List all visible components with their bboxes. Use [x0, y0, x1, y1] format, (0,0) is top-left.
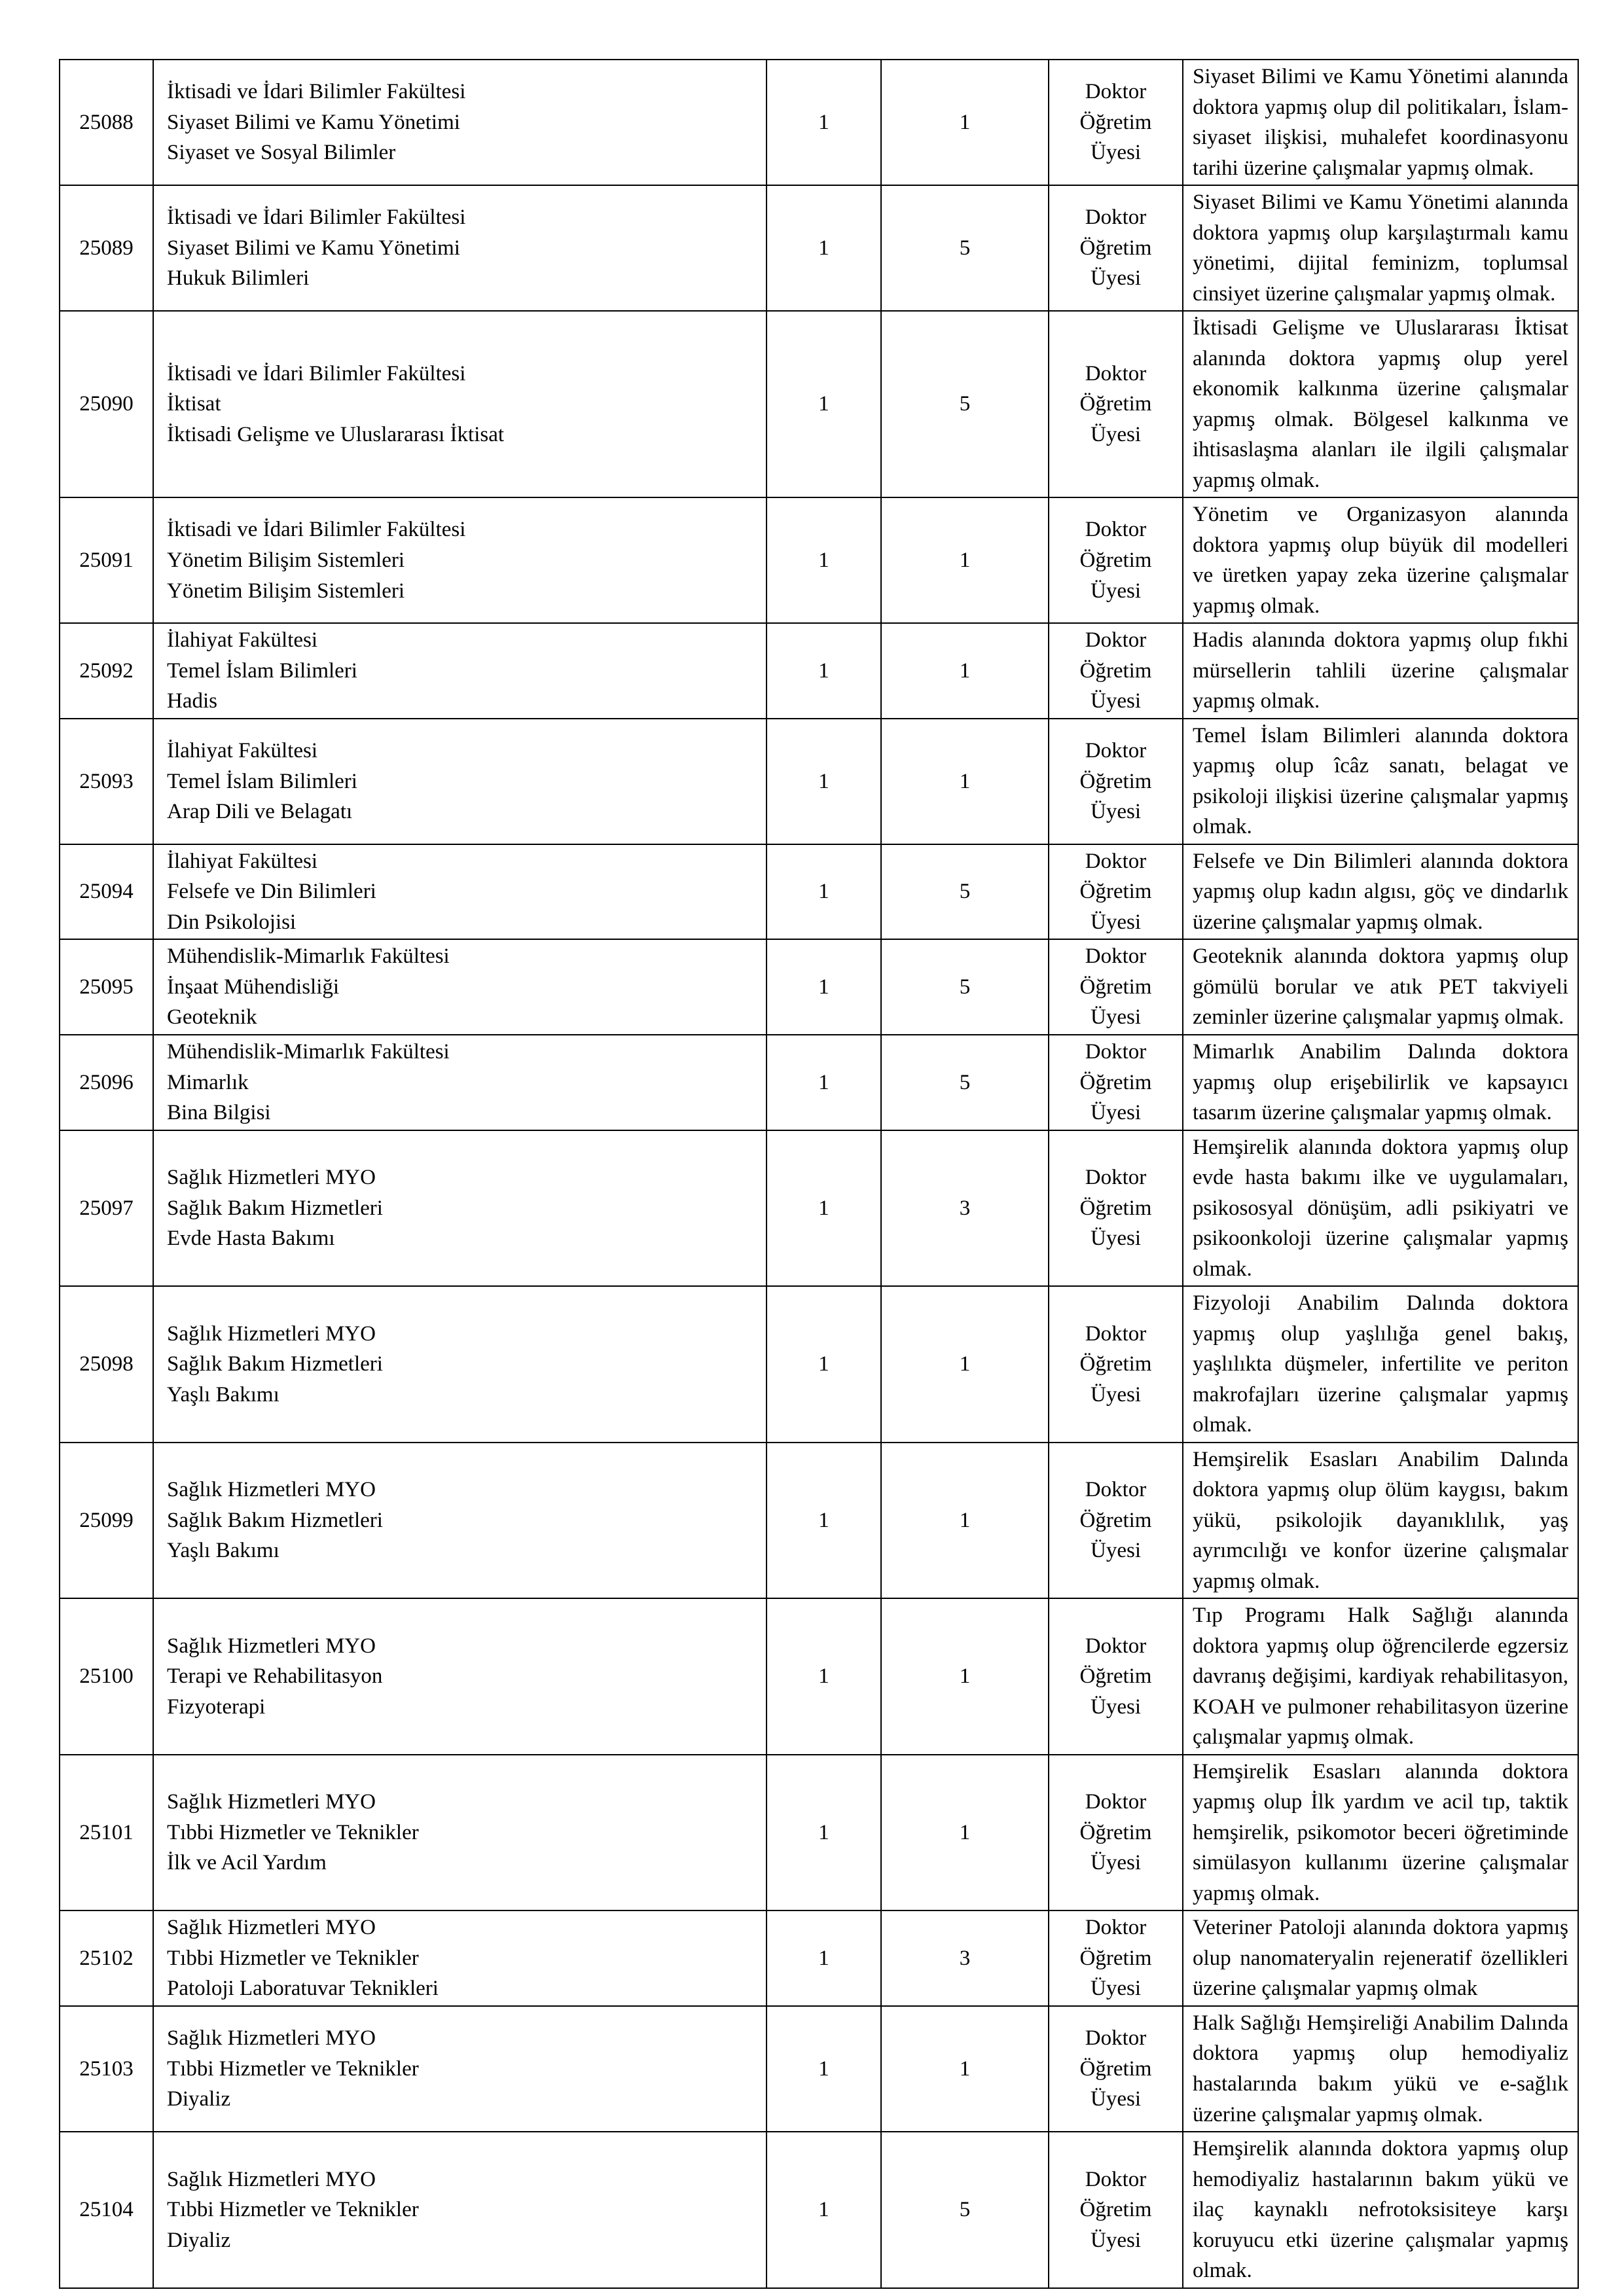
position-id: 25090 [60, 311, 153, 497]
faculty-name: Mühendislik-Mimarlık Fakültesi [167, 944, 450, 969]
title-line: Üyesi [1091, 1695, 1141, 1719]
requirement-text: Halk Sağlığı Hemşireliği Anabilim Dalında doktora yapmış olup hemodiyaliz hastalarında bakım yükü ve e-sağlık üzerine çalışmalar yapmış olmak. [1183, 2006, 1578, 2132]
field-name: Fizyoterapi [167, 1695, 266, 1719]
title-line: Doktor [1085, 80, 1147, 104]
title-line: Üyesi [1091, 910, 1141, 934]
department-name: Siyaset Bilimi ve Kamu Yönetimi [167, 236, 460, 260]
position-id: 25102 [60, 1910, 153, 2006]
title-line: Öğretim [1079, 548, 1152, 572]
department-name: Tıbbi Hizmetler ve Teknikler [167, 1820, 419, 1844]
department-name: Tıbbi Hizmetler ve Teknikler [167, 2198, 419, 2222]
department-name: Sağlık Bakım Hizmetleri [167, 1508, 383, 1532]
table-row [60, 1443, 1578, 1599]
title-line: Öğretim [1079, 1820, 1152, 1844]
faculty-name: İktisadi ve İdari Bilimler Fakültesi [167, 361, 466, 386]
position-id: 25103 [60, 2006, 153, 2132]
faculty-name: Sağlık Hizmetleri MYO [167, 1634, 376, 1658]
title-line: Doktor [1085, 1478, 1147, 1502]
count-1: 1 [767, 1910, 881, 2006]
faculty-name: Sağlık Hizmetleri MYO [167, 2167, 376, 2191]
title-line: Öğretim [1079, 1946, 1152, 1970]
position-id: 25091 [60, 497, 153, 623]
field-name: Hukuk Bilimleri [167, 266, 310, 291]
title-line: Doktor [1085, 1039, 1147, 1064]
field-name: Yönetim Bilişim Sistemleri [167, 579, 405, 603]
faculty-name: İlahiyat Fakültesi [167, 849, 318, 873]
department-name: Felsefe ve Din Bilimleri [167, 880, 376, 904]
academic-title [1049, 1130, 1183, 1287]
count-2: 5 [881, 844, 1049, 940]
academic-title [1049, 1035, 1183, 1130]
requirement-text: Hemşirelik alanında doktora yapmış olup evde hasta bakımı ilke ve uygulamaları, psikososyal dönüşüm, adli psikiyatri ve psikoonkoloji üzerine çalışmalar yapmış olmak. [1183, 1130, 1578, 1287]
field-name: İktisadi Gelişme ve Uluslararası İktisat [167, 422, 505, 446]
title-line: Üyesi [1091, 1101, 1141, 1125]
department-name: Sağlık Bakım Hizmetleri [167, 1352, 383, 1376]
requirement-text: Mimarlık Anabilim Dalında doktora yapmış olup erişebilirlik ve kapsayıcı tasarım üzerine çalışmalar yapmış olmak. [1183, 1035, 1578, 1130]
title-line: Üyesi [1091, 579, 1141, 603]
requirement-text: Siyaset Bilimi ve Kamu Yönetimi alanında doktora yapmış olup dil politikaları, İslam-siyaset ilişkisi, muhalefet koordinasyonu tarihi üzerine çalışmalar yapmış olmak. [1183, 60, 1578, 185]
field-name: Geoteknik [167, 1005, 257, 1030]
title-line: Üyesi [1091, 2087, 1141, 2111]
title-line: Üyesi [1091, 1539, 1141, 1563]
title-line: Öğretim [1079, 769, 1152, 793]
count-2: 1 [881, 1443, 1049, 1599]
field-name: Diyaliz [167, 2087, 231, 2111]
table-row [60, 185, 1578, 311]
academic-unit [153, 497, 767, 623]
field-name: Bina Bilgisi [167, 1101, 271, 1125]
title-line: Öğretim [1079, 1664, 1152, 1689]
count-2: 5 [881, 1035, 1049, 1130]
position-id: 25088 [60, 60, 153, 185]
title-line: Doktor [1085, 361, 1147, 386]
table-row [60, 719, 1578, 844]
count-1: 1 [767, 939, 881, 1035]
requirement-text: Temel İslam Bilimleri alanında doktora yapmış olup îcâz sanatı, belagat ve psikoloji ilişkisi üzerine çalışmalar yapmış olmak. [1183, 719, 1578, 844]
department-name: Yönetim Bilişim Sistemleri [167, 548, 405, 572]
positions-table [59, 59, 1579, 2289]
field-name: Diyaliz [167, 2228, 231, 2252]
table-row [60, 1035, 1578, 1130]
position-id: 25099 [60, 1443, 153, 1599]
field-name: Patoloji Laboratuvar Teknikleri [167, 1977, 439, 2001]
faculty-name: İktisadi ve İdari Bilimler Fakültesi [167, 80, 466, 104]
faculty-name: Sağlık Hizmetleri MYO [167, 1916, 376, 1940]
count-2: 3 [881, 1130, 1049, 1287]
requirement-text: Yönetim ve Organizasyon alanında doktora yapmış olup büyük dil modelleri ve üretken yapay zeka üzerine çalışmalar yapmış olmak. [1183, 497, 1578, 623]
table-row [60, 311, 1578, 497]
count-2: 1 [881, 1598, 1049, 1755]
department-name: Tıbbi Hizmetler ve Teknikler [167, 1946, 419, 1970]
position-id: 25095 [60, 939, 153, 1035]
title-line: Doktor [1085, 849, 1147, 873]
position-id: 25100 [60, 1598, 153, 1755]
table-row [60, 1910, 1578, 2006]
academic-title [1049, 719, 1183, 844]
department-name: Sağlık Bakım Hizmetleri [167, 1196, 383, 1220]
title-line: Öğretim [1079, 880, 1152, 904]
academic-unit [153, 2006, 767, 2132]
requirement-text: Veteriner Patoloji alanında doktora yapmış olup nanomateryalin rejeneratif özellikleri üzerine çalışmalar yapmış olmak [1183, 1910, 1578, 2006]
title-line: Üyesi [1091, 1382, 1141, 1407]
academic-title [1049, 939, 1183, 1035]
count-1: 1 [767, 1035, 881, 1130]
count-1: 1 [767, 1755, 881, 1911]
title-line: Doktor [1085, 2167, 1147, 2191]
table-row [60, 60, 1578, 185]
faculty-name: Sağlık Hizmetleri MYO [167, 1478, 376, 1502]
academic-unit [153, 1035, 767, 1130]
count-2: 1 [881, 60, 1049, 185]
count-2: 5 [881, 939, 1049, 1035]
title-line: Öğretim [1079, 2056, 1152, 2081]
faculty-name: Sağlık Hizmetleri MYO [167, 1166, 376, 1190]
academic-title [1049, 185, 1183, 311]
count-2: 1 [881, 497, 1049, 623]
count-2: 5 [881, 185, 1049, 311]
department-name: Terapi ve Rehabilitasyon [167, 1664, 383, 1689]
count-1: 1 [767, 1598, 881, 1755]
faculty-name: İktisadi ve İdari Bilimler Fakültesi [167, 518, 466, 542]
faculty-name: İlahiyat Fakültesi [167, 628, 318, 653]
requirement-text: Hadis alanında doktora yapmış olup fıkhi mürsellerin tahlili üzerine çalışmalar yapmış olmak. [1183, 623, 1578, 719]
title-line: Öğretim [1079, 1070, 1152, 1094]
academic-title [1049, 1910, 1183, 2006]
requirement-text: Hemşirelik Esasları Anabilim Dalında doktora yapmış olup ölüm kaygısı, bakım yükü, psikolojik dayanıklılık, yaş ayrımcılığı ve konfor üzerine çalışmalar yapmış olmak. [1183, 1443, 1578, 1599]
academic-unit [153, 1910, 767, 2006]
title-line: Öğretim [1079, 1196, 1152, 1220]
position-id: 25089 [60, 185, 153, 311]
academic-unit [153, 1755, 767, 1911]
field-name: Din Psikolojisi [167, 910, 297, 934]
count-1: 1 [767, 844, 881, 940]
count-2: 5 [881, 311, 1049, 497]
field-name: Yaşlı Bakımı [167, 1539, 280, 1563]
department-name: Temel İslam Bilimleri [167, 769, 357, 793]
requirement-text: İktisadi Gelişme ve Uluslararası İktisat alanında doktora yapmış olup yerel ekonomik kalkınma üzerine çalışmalar yapmış olmak. Bölgesel kalkınma ve ihtisaslaşma alanları ile ilgili çalışmalar yapmış olmak. [1183, 311, 1578, 497]
title-line: Öğretim [1079, 1508, 1152, 1532]
position-id: 25101 [60, 1755, 153, 1911]
table-row [60, 1598, 1578, 1755]
requirement-text: Tıp Programı Halk Sağlığı alanında doktora yapmış olup öğrencilerde egzersiz davranış değişimi, kardiyak rehabilitasyon, KOAH ve pulmoner rehabilitasyon üzerine çalışmalar yapmış olmak. [1183, 1598, 1578, 1755]
faculty-name: Mühendislik-Mimarlık Fakültesi [167, 1039, 450, 1064]
field-name: Evde Hasta Bakımı [167, 1227, 335, 1251]
faculty-name: İktisadi ve İdari Bilimler Fakültesi [167, 206, 466, 230]
title-line: Doktor [1085, 944, 1147, 969]
title-line: Doktor [1085, 1790, 1147, 1814]
requirement-text: Felsefe ve Din Bilimleri alanında doktora yapmış olup kadın algısı, göç ve dindarlık üzerine çalışmalar yapmış olmak. [1183, 844, 1578, 940]
academic-unit [153, 2132, 767, 2288]
academic-unit [153, 1286, 767, 1443]
requirement-text: Geoteknik alanında doktora yapmış olup gömülü borular ve atık PET takviyeli zeminler üzerine çalışmalar yapmış olmak. [1183, 939, 1578, 1035]
department-name: İktisat [167, 392, 221, 416]
count-2: 1 [881, 623, 1049, 719]
academic-title [1049, 623, 1183, 719]
title-line: Üyesi [1091, 1005, 1141, 1030]
count-1: 1 [767, 2006, 881, 2132]
positions-table-body [60, 60, 1578, 2288]
title-line: Öğretim [1079, 658, 1152, 683]
title-line: Doktor [1085, 206, 1147, 230]
title-line: Doktor [1085, 739, 1147, 763]
count-2: 5 [881, 2132, 1049, 2288]
count-2: 1 [881, 1755, 1049, 1911]
count-1: 1 [767, 623, 881, 719]
title-line: Üyesi [1091, 2228, 1141, 2252]
table-row [60, 2006, 1578, 2132]
academic-title [1049, 2006, 1183, 2132]
requirement-text: Hemşirelik alanında doktora yapmış olup hemodiyaliz hastalarının bakım yükü ve ilaç kaynaklı nefrotoksisiteye karşı koruyucu etki üzerine çalışmalar yapmış olmak. [1183, 2132, 1578, 2288]
count-1: 1 [767, 497, 881, 623]
title-line: Doktor [1085, 628, 1147, 653]
table-row [60, 497, 1578, 623]
count-2: 1 [881, 2006, 1049, 2132]
title-line: Üyesi [1091, 1227, 1141, 1251]
title-line: Öğretim [1079, 2198, 1152, 2222]
title-line: Öğretim [1079, 110, 1152, 134]
academic-title [1049, 1598, 1183, 1755]
faculty-name: İlahiyat Fakültesi [167, 739, 318, 763]
academic-unit [153, 939, 767, 1035]
academic-unit [153, 1130, 767, 1287]
count-1: 1 [767, 719, 881, 844]
count-2: 1 [881, 1286, 1049, 1443]
department-name: Temel İslam Bilimleri [167, 658, 357, 683]
count-1: 1 [767, 1286, 881, 1443]
table-row [60, 1130, 1578, 1287]
title-line: Doktor [1085, 1916, 1147, 1940]
title-line: Öğretim [1079, 392, 1152, 416]
academic-title [1049, 844, 1183, 940]
position-id: 25098 [60, 1286, 153, 1443]
table-row [60, 939, 1578, 1035]
field-name: İlk ve Acil Yardım [167, 1851, 327, 1875]
faculty-name: Sağlık Hizmetleri MYO [167, 1790, 376, 1814]
field-name: Yaşlı Bakımı [167, 1382, 280, 1407]
position-id: 25093 [60, 719, 153, 844]
department-name: Mimarlık [167, 1070, 249, 1094]
field-name: Hadis [167, 689, 217, 713]
count-1: 1 [767, 60, 881, 185]
table-row [60, 2132, 1578, 2288]
title-line: Doktor [1085, 518, 1147, 542]
count-2: 3 [881, 1910, 1049, 2006]
title-line: Üyesi [1091, 689, 1141, 713]
academic-unit [153, 185, 767, 311]
academic-unit [153, 311, 767, 497]
count-1: 1 [767, 185, 881, 311]
position-id: 25092 [60, 623, 153, 719]
requirement-text: Siyaset Bilimi ve Kamu Yönetimi alanında doktora yapmış olup karşılaştırmalı kamu yönetimi, dijital feminizm, toplumsal cinsiyet üzerine çalışmalar yapmış olmak. [1183, 185, 1578, 311]
academic-title [1049, 60, 1183, 185]
title-line: Üyesi [1091, 141, 1141, 165]
requirement-text: Fizyoloji Anabilim Dalında doktora yapmış olup yaşlılığa genel bakış, yaşlılıkta düşmeler, infertilite ve periton makrofajları üzerine çalışmalar yapmış olmak. [1183, 1286, 1578, 1443]
academic-unit [153, 844, 767, 940]
field-name: Arap Dili ve Belagatı [167, 800, 353, 824]
position-id: 25096 [60, 1035, 153, 1130]
academic-unit [153, 1443, 767, 1599]
position-id: 25097 [60, 1130, 153, 1287]
academic-title [1049, 1443, 1183, 1599]
faculty-name: Sağlık Hizmetleri MYO [167, 2026, 376, 2051]
title-line: Üyesi [1091, 800, 1141, 824]
academic-unit [153, 623, 767, 719]
title-line: Öğretim [1079, 975, 1152, 999]
title-line: Öğretim [1079, 236, 1152, 260]
title-line: Üyesi [1091, 1977, 1141, 2001]
academic-title [1049, 497, 1183, 623]
academic-title [1049, 1286, 1183, 1443]
title-line: Üyesi [1091, 1851, 1141, 1875]
department-name: İnşaat Mühendisliği [167, 975, 340, 999]
table-row [60, 844, 1578, 940]
title-line: Üyesi [1091, 422, 1141, 446]
academic-title [1049, 2132, 1183, 2288]
count-1: 1 [767, 1443, 881, 1599]
title-line: Doktor [1085, 1321, 1147, 1346]
count-1: 1 [767, 1130, 881, 1287]
title-line: Doktor [1085, 1634, 1147, 1658]
table-row [60, 623, 1578, 719]
table-row [60, 1286, 1578, 1443]
position-id: 25094 [60, 844, 153, 940]
title-line: Üyesi [1091, 266, 1141, 291]
academic-title [1049, 1755, 1183, 1911]
title-line: Doktor [1085, 2026, 1147, 2051]
requirement-text: Hemşirelik Esasları alanında doktora yapmış olup İlk yardım ve acil tıp, taktik hemşirelik, psikomotor beceri öğretiminde simülasyon kullanımı üzerine çalışmalar yapmış olmak. [1183, 1755, 1578, 1911]
count-1: 1 [767, 311, 881, 497]
field-name: Siyaset ve Sosyal Bilimler [167, 141, 396, 165]
title-line: Öğretim [1079, 1352, 1152, 1376]
faculty-name: Sağlık Hizmetleri MYO [167, 1321, 376, 1346]
position-id: 25104 [60, 2132, 153, 2288]
count-1: 1 [767, 2132, 881, 2288]
title-line: Doktor [1085, 1166, 1147, 1190]
department-name: Siyaset Bilimi ve Kamu Yönetimi [167, 110, 460, 134]
academic-unit [153, 1598, 767, 1755]
academic-title [1049, 311, 1183, 497]
count-2: 1 [881, 719, 1049, 844]
academic-unit [153, 60, 767, 185]
table-row [60, 1755, 1578, 1911]
academic-unit [153, 719, 767, 844]
department-name: Tıbbi Hizmetler ve Teknikler [167, 2056, 419, 2081]
